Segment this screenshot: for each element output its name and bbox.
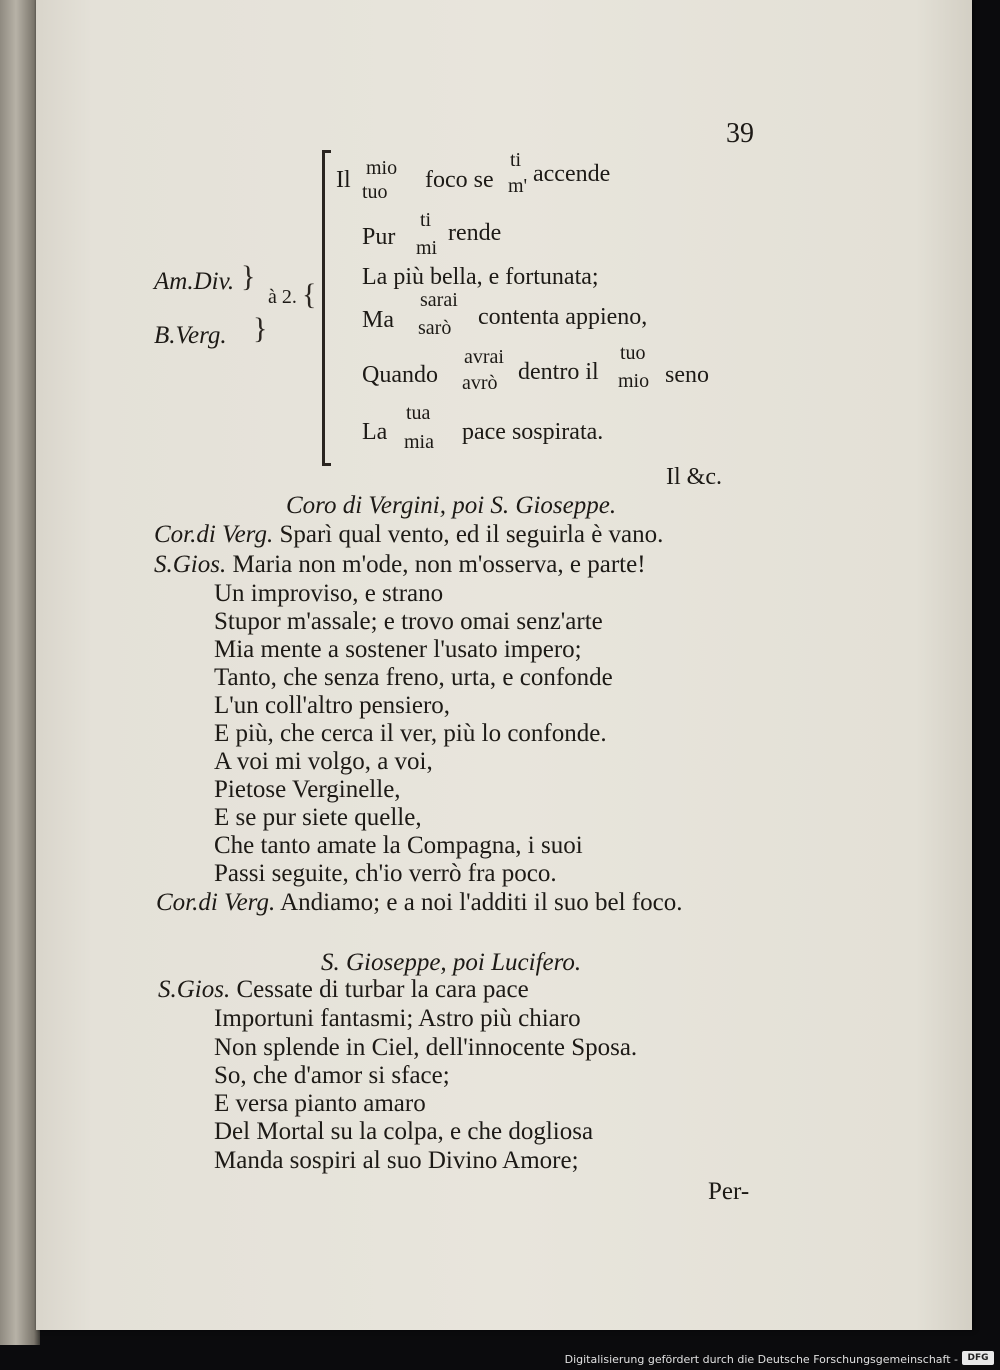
duet-line-3: La più bella, e fortunata;	[362, 264, 599, 290]
duet-line-4-opt1-a: sarai	[420, 289, 458, 311]
duet-line-5-start: Quando	[362, 362, 438, 388]
scene-1-line-12: Che tanto amate la Compagna, i suoi	[214, 832, 583, 859]
scene-1-line-6: Tanto, che senza freno, urta, e confonde	[214, 664, 613, 691]
speaker-name: S.Gios.	[154, 551, 227, 578]
duet-bracket	[322, 150, 331, 466]
digitization-credit: Digitalisierung gefördert durch die Deutsche Forschungsgemeinschaft -	[564, 1353, 958, 1366]
scene-1-line-3: Un improviso, e strano	[214, 580, 444, 607]
duet-repeat: Il &c.	[666, 464, 722, 490]
speaker-name: Cor.di Verg.	[154, 521, 274, 548]
scene-2-line-7: Manda sospiri al suo Divino Amore;	[214, 1147, 579, 1174]
scene-1-line-11: E se pur siete quelle,	[214, 804, 422, 831]
duet-line-5-opt1-b: avrò	[462, 372, 498, 394]
book-spine-edge	[0, 0, 40, 1345]
dfg-logo: DFG	[962, 1351, 994, 1365]
scene-1-line-14	[156, 889, 682, 917]
duet-line-4-end: contenta appieno,	[478, 304, 648, 330]
duet-speaker-b: B.Verg.	[154, 322, 227, 349]
duet-line-1-start: Il	[336, 167, 351, 193]
scene-1-line-9: A voi mi volgo, a voi,	[214, 748, 433, 775]
verse-text: Andiamo; e a noi l'additi il suo bel foco.	[280, 889, 683, 916]
scene-2-line-4: So, che d'amor si sface;	[214, 1062, 450, 1089]
scene-1-line-4: Stupor m'assale; e trovo omai senz'arte	[214, 608, 603, 635]
duet-line-2-opt1-b: mi	[416, 237, 438, 259]
duet-line-5-opt1-a: avrai	[464, 346, 504, 368]
catchword: Per-	[708, 1178, 750, 1205]
scene-1-line-2	[154, 551, 646, 579]
duet-line-6-end: pace sospirata.	[462, 419, 604, 445]
scene-2-line-3: Non splende in Ciel, dell'innocente Sposa.	[214, 1034, 638, 1061]
duet-line-2-opt1-a: ti	[420, 209, 432, 231]
page-number: 39	[726, 118, 754, 149]
scene-2-line-6: Del Mortal su la colpa, e che dogliosa	[214, 1118, 594, 1145]
duet-line-4-start: Ma	[362, 307, 394, 333]
scene-2-line-2: Importuni fantasmi; Astro più chiaro	[214, 1005, 581, 1032]
duet-line-4-opt1-b: sarò	[418, 317, 452, 339]
scene-2-line-1	[158, 976, 529, 1004]
duet-speaker-a: Am.Div.	[154, 268, 235, 295]
scene-1-line-10: Pietose Verginelle,	[214, 776, 401, 803]
speaker-name: Cor.di Verg.	[156, 889, 276, 916]
speaker-brace-right-lower: }	[253, 312, 268, 345]
a-due-label: à 2.	[268, 286, 297, 308]
duet-brace-left: {	[302, 278, 317, 311]
speaker-name: S.Gios.	[158, 976, 231, 1003]
scene-1-line-5: Mia mente a sostener l'usato impero;	[214, 636, 582, 663]
duet-line-2-start: Pur	[362, 224, 396, 250]
duet-line-2-end: rende	[448, 220, 502, 246]
scene-1-line-7: L'un coll'altro pensiero,	[214, 692, 451, 719]
duet-line-5-opt2-a: tuo	[620, 342, 646, 364]
book-page	[36, 0, 972, 1330]
scene-1-line-1	[154, 521, 663, 549]
scene-1-heading: Coro di Vergini, poi S. Gioseppe.	[286, 492, 617, 519]
verse-text: Sparì qual vento, ed il seguirla è vano.	[279, 521, 664, 548]
verse-text: Cessate di turbar la cara pace	[236, 976, 529, 1003]
duet-line-6-start: La	[362, 419, 388, 445]
duet-line-6-opt1-a: tua	[406, 402, 431, 424]
scene-2-heading: S. Gioseppe, poi Lucifero.	[321, 949, 582, 976]
speaker-brace-right: }	[241, 260, 256, 293]
duet-line-1-opt1-a: mio	[366, 157, 398, 179]
scene-1-line-13: Passi seguite, ch'io verrò fra poco.	[214, 860, 557, 887]
duet-line-1-mid: foco se	[425, 167, 494, 193]
duet-line-5-opt2-b: mio	[618, 370, 650, 392]
duet-line-5-end: seno	[665, 362, 709, 388]
duet-line-1-end: accende	[533, 161, 611, 187]
duet-line-1-opt2-b: m'	[508, 175, 528, 197]
duet-line-5-mid: dentro il	[518, 359, 599, 385]
scene-2-line-5: E versa pianto amaro	[214, 1090, 426, 1117]
verse-text: Maria non m'ode, non m'osserva, e parte!	[232, 551, 646, 578]
duet-line-1-opt2-a: ti	[510, 149, 522, 171]
scene-1-line-8: E più, che cerca il ver, più lo confonde.	[214, 720, 607, 747]
duet-line-6-opt1-b: mia	[404, 431, 434, 453]
duet-line-1-opt1-b: tuo	[362, 181, 388, 203]
